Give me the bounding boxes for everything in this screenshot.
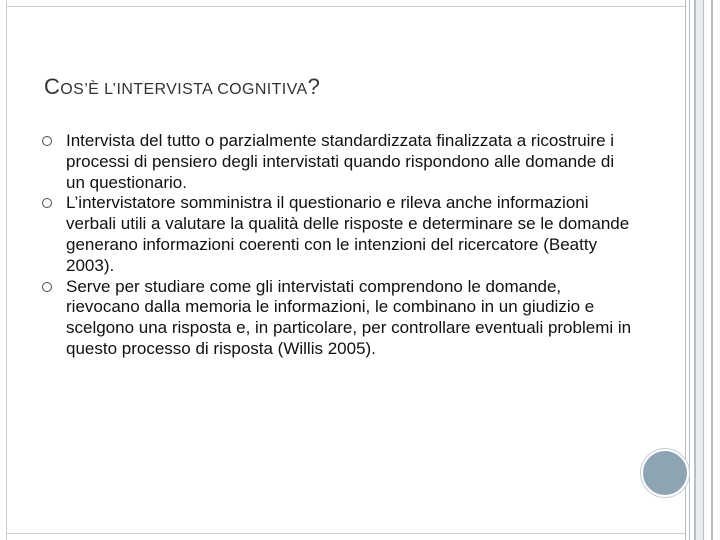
right-band-fill xyxy=(696,0,703,540)
bullet-text: Serve per studiare come gli intervistati comprendono le domande, rievocano dalla memoria le informazioni, le combinano in un giudizio e scelgono una risposta e, in particolare, per controllare eventuali problemi in questo processo di risposta (Willis 2005). xyxy=(66,276,632,358)
title-part: OS xyxy=(60,81,85,98)
right-band-line xyxy=(711,0,713,540)
decorative-circle-icon xyxy=(641,449,689,497)
frame-top-line xyxy=(6,6,685,7)
bullet-text: L’intervistatore somministra il questionario e rileva anche informazioni verbali utili a valutare la qualità delle risposte e determinare se le domande generano informazioni coerenti con le intenzioni del ricercatore (Beatty 2003). xyxy=(66,193,630,275)
title-part: ’È L’ xyxy=(84,81,117,98)
bullet-text: Intervista del tutto o parzialmente standardizzata finalizzata a ricostruire i processi di pensiero degli intervistati quando rispondono alle domande di un questionario. xyxy=(66,131,615,192)
hollow-circle-bullet-icon xyxy=(42,136,52,146)
frame-bottom-line xyxy=(6,533,685,534)
right-band-line xyxy=(703,0,704,540)
hollow-circle-bullet-icon xyxy=(42,198,52,208)
bullet-item xyxy=(42,277,632,360)
bullet-item xyxy=(42,131,632,193)
right-band-line xyxy=(689,0,690,540)
hollow-circle-bullet-icon xyxy=(42,282,52,292)
bullet-item xyxy=(42,193,632,276)
title-part: ? xyxy=(307,74,321,99)
slide-title xyxy=(44,74,644,110)
frame-left-line xyxy=(6,0,7,540)
right-band-line xyxy=(694,0,696,540)
title-part: INTERVISTA COGNITIVA xyxy=(116,81,308,98)
bullet-list xyxy=(42,131,632,360)
title-part: C xyxy=(44,74,61,99)
